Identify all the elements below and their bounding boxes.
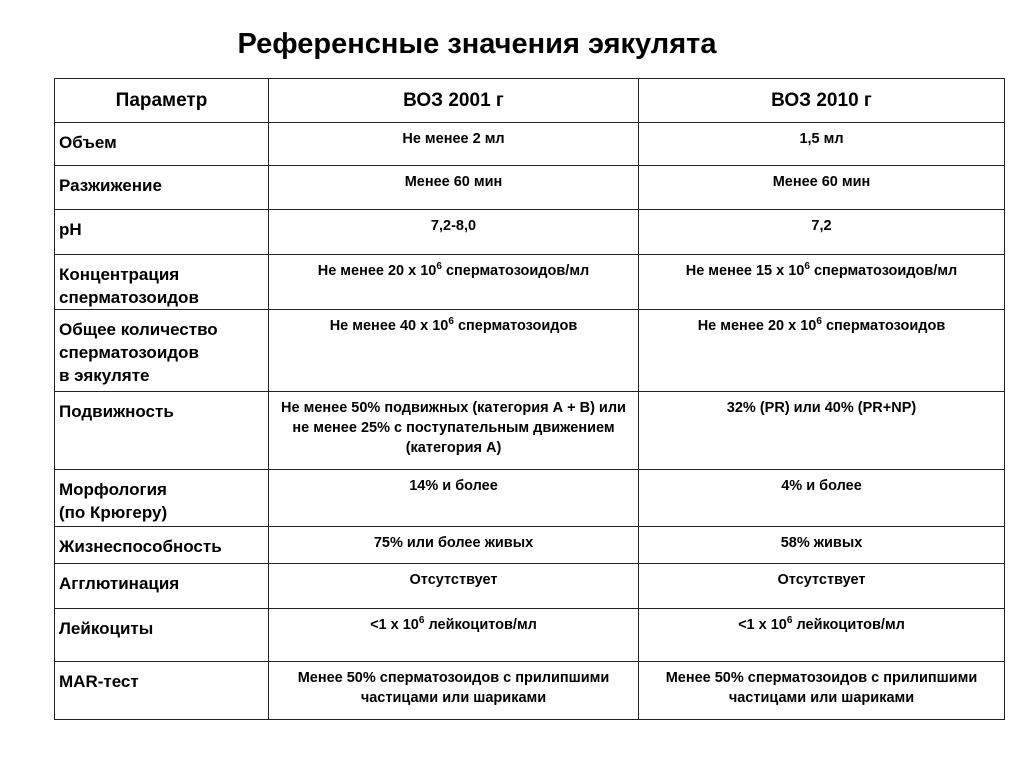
table-row: [55, 470, 1005, 527]
value-text: сперматозоидов/мл: [809, 263, 958, 279]
value-text: 4% и более: [781, 478, 862, 494]
param-cell: pH: [55, 210, 269, 255]
value-text: 7,2-8,0: [430, 218, 477, 234]
exponent: 6: [804, 261, 810, 273]
table-row: [55, 255, 1005, 310]
value-text: 58% живых: [780, 535, 863, 551]
table-row: [55, 166, 1005, 210]
value-text: Не менее 40 х 10: [329, 318, 449, 334]
value-text: Не менее 20 х 10: [697, 318, 817, 334]
exponent: 6: [786, 615, 793, 627]
who-2001-value: [269, 392, 639, 470]
page-title: Референсные значения эякулята: [237, 28, 717, 60]
value-text: Не менее 50% подвижных (категория А + В) или не менее 25% с поступательным движением (категория А): [281, 400, 626, 456]
value-text: лейкоцитов/мл: [792, 617, 905, 633]
who-2010-value: [639, 470, 1005, 527]
who-2010-value: [639, 564, 1005, 609]
value-text: 1,5 мл: [799, 131, 844, 147]
param-cell: Морфология (по Крюгеру): [55, 470, 269, 527]
value-text: <1 х 10: [370, 617, 419, 633]
param-cell: Лейкоциты: [55, 609, 269, 662]
who-2010-value: [639, 310, 1005, 392]
value-text: сперматозоидов: [453, 318, 578, 334]
who-2001-value: [269, 210, 639, 255]
who-2001-value: [269, 609, 639, 662]
value-text: Менее 50% сперматозоидов с прилипшими частицами или шариками: [665, 670, 978, 706]
value-text: Не менее 15 х 10: [685, 263, 805, 279]
param-cell: Концентрация сперматозоидов: [55, 255, 269, 310]
who-2010-value: [639, 392, 1005, 470]
value-text: Отсутствует: [409, 572, 498, 588]
who-2001-value: [269, 255, 639, 310]
param-cell: Объем: [55, 123, 269, 166]
exponent: 6: [816, 316, 822, 328]
reference-table: [54, 78, 1005, 720]
param-cell: Разжижение: [55, 166, 269, 210]
who-2001-value: [269, 470, 639, 527]
exponent: 6: [436, 261, 442, 273]
table-row: [55, 210, 1005, 255]
value-text: 7,2: [811, 218, 832, 234]
value-text: сперматозоидов/мл: [441, 263, 590, 279]
header-parameter: Параметр: [55, 79, 269, 123]
who-2001-value: [269, 662, 639, 720]
who-2001-value: [269, 527, 639, 564]
table-row: [55, 392, 1005, 470]
value-text: <1 х 10: [738, 617, 787, 633]
param-cell: Агглютинация: [55, 564, 269, 609]
who-2010-value: [639, 662, 1005, 720]
who-2010-value: [639, 123, 1005, 166]
value-text: лейкоцитов/мл: [424, 617, 537, 633]
value-text: Менее 60 мин: [772, 174, 871, 190]
value-text: Не менее 20 х 10: [317, 263, 437, 279]
table-row: [55, 310, 1005, 392]
who-2001-value: [269, 564, 639, 609]
who-2010-value: [639, 527, 1005, 564]
value-text: Отсутствует: [777, 572, 866, 588]
exponent: 6: [448, 316, 454, 328]
header-who-2001: ВОЗ 2001 г: [269, 79, 639, 123]
value-text: 32% (PR) или 40% (PR+NP): [726, 400, 917, 416]
table-row: [55, 527, 1005, 564]
value-text: сперматозоидов: [821, 318, 946, 334]
table-row: [55, 564, 1005, 609]
who-2010-value: [639, 210, 1005, 255]
header-who-2010: ВОЗ 2010 г: [639, 79, 1005, 123]
who-2010-value: [639, 255, 1005, 310]
table-header: [55, 79, 1005, 123]
who-2010-value: [639, 609, 1005, 662]
value-text: Менее 60 мин: [404, 174, 503, 190]
value-text: 75% или более живых: [373, 535, 534, 551]
table-row: [55, 123, 1005, 166]
value-text: Не менее 2 мл: [402, 131, 505, 147]
table-row: [55, 609, 1005, 662]
who-2010-value: [639, 166, 1005, 210]
value-text: 14% и более: [409, 478, 498, 494]
value-text: Менее 50% сперматозоидов с прилипшими частицами или шариками: [297, 670, 610, 706]
who-2001-value: [269, 123, 639, 166]
exponent: 6: [418, 615, 425, 627]
table-row: [55, 662, 1005, 720]
param-cell: MAR-тест: [55, 662, 269, 720]
param-cell: Жизнеспособность: [55, 527, 269, 564]
who-2001-value: [269, 310, 639, 392]
param-cell: Общее количество сперматозоидов в эякуляте: [55, 310, 269, 392]
param-cell: Подвижность: [55, 392, 269, 470]
who-2001-value: [269, 166, 639, 210]
